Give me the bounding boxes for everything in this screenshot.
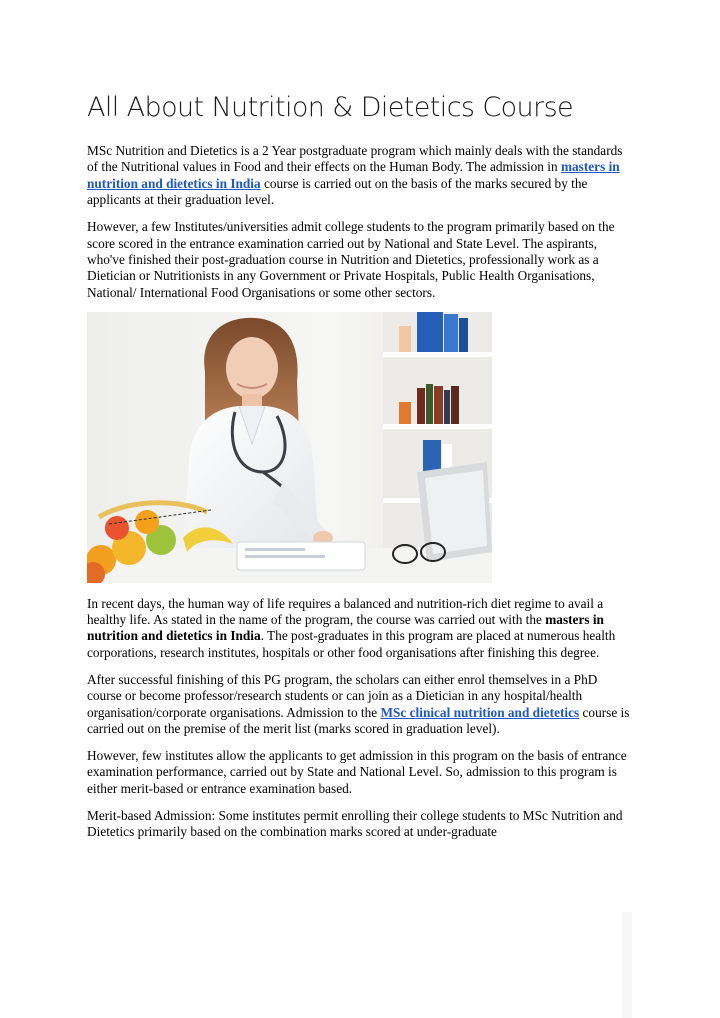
paragraph-merit: Merit-based Admission: Some institutes permit enrolling their college students to MSc Nutrition and Dietetics primarily based on the combination marks scored at under-graduate: [87, 807, 623, 840]
paragraph-lifestyle: [87, 596, 632, 662]
paragraph-career: [87, 672, 632, 738]
paragraph-entrance: However, few institutes allow the applicants to get admission in this program on the basis of entrance examination performance, carried out by State and National Level. So, admission to this program is either merit-based or entrance examination based.: [87, 747, 627, 796]
msc-clinical-nutrition-link[interactable]: MSc clinical nutrition and dietetics: [380, 704, 580, 720]
nutritionist-photo: [87, 312, 492, 583]
page-title: All About Nutrition & Dietetics Course: [87, 92, 574, 123]
paragraph-career-text-2: course is carried out on the premise of the merit list (marks scored in graduation level).: [87, 704, 630, 736]
paragraph-lifestyle-text-2: . The post-graduates in this program are placed at numerous health corporations, research institutes, hospitals or other food organisations after finishing this degree.: [87, 628, 616, 660]
paragraph-intro: [87, 143, 632, 209]
document-body: [87, 88, 632, 851]
masters-nutrition-dietetics-bold: masters in nutrition and dietetics in India: [87, 612, 604, 644]
masters-nutrition-dietetics-link[interactable]: masters in nutrition and dietetics in India: [87, 159, 620, 191]
page-edge-shadow: [622, 912, 632, 1018]
paragraph-career-text-1: After successful finishing of this PG program, the scholars can either enrol themselves in a PhD course or become professor/research students or can join as a Dietician in any hospital/health organisation/corporate organisations. Admission to the: [87, 671, 598, 720]
paragraph-intro-text-1: MSc Nutrition and Dietetics is a 2 Year postgraduate program which mainly deals with the standards of the Nutritional values in Food and their effects on the Human Body. The admission in: [87, 143, 623, 175]
paragraph-lifestyle-text-1: In recent days, the human way of life requires a balanced and nutrition-rich diet regime to avail a healthy life. As stated in the name of the program, the course was carried out with the: [87, 595, 604, 628]
paragraph-intro-text-2: course is carried out on the basis of the marks secured by the applicants at their graduation level.: [87, 175, 588, 208]
paragraph-admission: However, a few Institutes/universities admit college students to the program primarily based on the score scored in the entrance examination carried out by National and State Level. The aspirants, who've finished their post-graduation course in Nutrition and Dietetics, professionally work as a Dietician or Nutritionists in any Government or Private Hospitals, Public Health Organisations, National/ International Food Organisations or some other sectors.: [87, 219, 615, 300]
